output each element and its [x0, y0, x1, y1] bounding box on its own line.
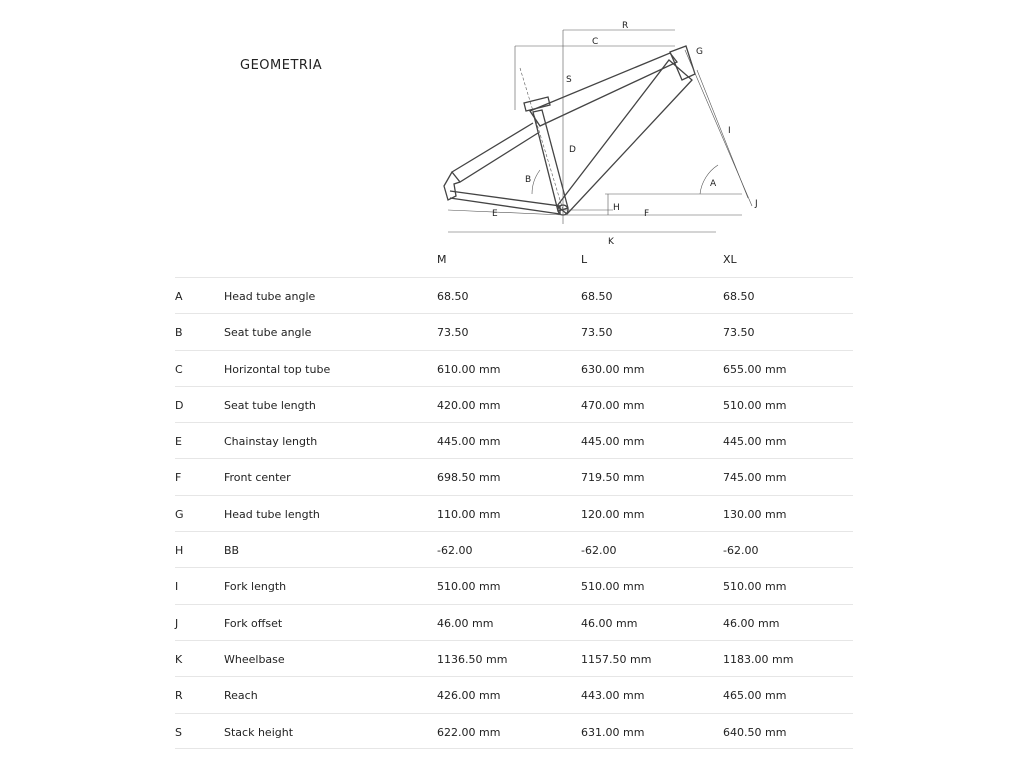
table-row	[175, 277, 853, 313]
row-name: Horizontal top tube	[224, 362, 331, 376]
cell-xl: 68.50	[723, 290, 755, 303]
table-row	[175, 458, 853, 494]
cell-xl: 655.00 mm	[723, 362, 787, 376]
row-key: S	[175, 725, 182, 739]
cell-l: 46.00 mm	[581, 616, 638, 630]
cell-m: 1136.50 mm	[437, 652, 508, 666]
column-header-l: L	[581, 253, 588, 266]
label-k: K	[608, 237, 614, 247]
cell-m: 73.50	[437, 326, 469, 340]
row-name: Stack height	[224, 725, 294, 739]
row-name: BB	[224, 544, 240, 558]
cell-xl: 445.00 mm	[723, 435, 787, 449]
cell-l: 470.00 mm	[581, 398, 645, 412]
row-key: I	[175, 580, 179, 594]
row-name: Wheelbase	[224, 652, 285, 666]
cell-m: 510.00 mm	[437, 580, 501, 594]
row-key: J	[175, 616, 179, 630]
cell-l: 120.00 mm	[581, 507, 645, 521]
row-name: Reach	[224, 689, 258, 703]
row-key: C	[175, 362, 183, 376]
row-name: Seat tube angle	[224, 326, 312, 340]
label-a: A	[710, 179, 717, 189]
label-i: I	[728, 126, 731, 136]
row-name: Chainstay length	[224, 435, 318, 449]
cell-l: 1157.50 mm	[581, 652, 652, 666]
page-title: GEOMETRIA	[240, 58, 323, 73]
row-key: F	[175, 471, 182, 485]
table-row	[175, 676, 853, 712]
row-key: A	[175, 290, 183, 303]
row-key: E	[175, 435, 182, 449]
cell-xl: 510.00 mm	[723, 580, 787, 594]
table-row	[175, 313, 853, 349]
cell-l: 510.00 mm	[581, 580, 645, 594]
cell-l: 68.50	[581, 290, 613, 303]
cell-m: 68.50	[437, 290, 469, 303]
cell-l: -62.00	[581, 544, 617, 558]
cell-m: -62.00	[437, 544, 473, 558]
table-row	[175, 567, 853, 603]
label-j: J	[755, 199, 758, 209]
label-b: B	[525, 175, 532, 185]
table-row	[175, 422, 853, 458]
cell-l: 631.00 mm	[581, 725, 645, 739]
cell-m: 426.00 mm	[437, 689, 501, 703]
row-key: G	[175, 507, 184, 521]
frame-down-tube	[557, 60, 692, 214]
cell-xl: 1183.00 mm	[723, 652, 794, 666]
row-name: Fork offset	[224, 616, 283, 630]
cell-xl: 640.50 mm	[723, 725, 787, 739]
row-name: Seat tube length	[224, 398, 316, 412]
cell-l: 73.50	[581, 326, 613, 340]
label-c: C	[592, 37, 599, 47]
cell-xl: 510.00 mm	[723, 398, 787, 412]
label-g: G	[696, 47, 703, 57]
row-name: Fork length	[224, 580, 287, 594]
label-d: D	[569, 145, 576, 155]
cell-xl: 465.00 mm	[723, 689, 787, 703]
table-row	[175, 495, 853, 531]
size-header-row	[0, 253, 1024, 269]
table-row	[175, 713, 853, 749]
frame-geometry-diagram	[430, 10, 770, 250]
label-r: R	[622, 21, 629, 31]
geometry-table	[175, 277, 853, 749]
cell-l: 630.00 mm	[581, 362, 645, 376]
label-h: H	[613, 203, 620, 213]
cell-m: 110.00 mm	[437, 507, 501, 521]
frame-diagram-svg	[430, 10, 770, 250]
table-row	[175, 640, 853, 676]
frame-seatstay	[452, 123, 538, 182]
label-s: S	[566, 75, 572, 85]
cell-l: 443.00 mm	[581, 689, 645, 703]
label-e: E	[492, 209, 498, 219]
table-row	[175, 531, 853, 567]
cell-m: 610.00 mm	[437, 362, 501, 376]
row-key: D	[175, 398, 184, 412]
row-name: Front center	[224, 471, 291, 485]
cell-xl: 46.00 mm	[723, 616, 780, 630]
table-row	[175, 386, 853, 422]
row-key: K	[175, 652, 183, 666]
row-name: Head tube length	[224, 507, 320, 521]
table-row	[175, 604, 853, 640]
column-header-m: M	[437, 253, 447, 266]
cell-xl: 73.50	[723, 326, 755, 340]
cell-m: 445.00 mm	[437, 435, 501, 449]
cell-m: 698.50 mm	[437, 471, 501, 485]
row-key: H	[175, 544, 184, 558]
frame-top-tube	[530, 53, 677, 126]
table-row	[175, 350, 853, 386]
row-name: Head tube angle	[224, 290, 316, 303]
cell-l: 445.00 mm	[581, 435, 645, 449]
label-f: F	[644, 209, 650, 219]
cell-xl: 745.00 mm	[723, 471, 787, 485]
diagram-labels	[492, 21, 758, 247]
cell-l: 719.50 mm	[581, 471, 645, 485]
column-header-xl: XL	[723, 253, 737, 266]
cell-xl: -62.00	[723, 544, 759, 558]
cell-m: 622.00 mm	[437, 725, 501, 739]
row-key: B	[175, 326, 183, 340]
frame-dropout	[444, 172, 460, 200]
row-key: R	[175, 689, 183, 703]
cell-m: 420.00 mm	[437, 398, 501, 412]
cell-m: 46.00 mm	[437, 616, 494, 630]
cell-xl: 130.00 mm	[723, 507, 787, 521]
